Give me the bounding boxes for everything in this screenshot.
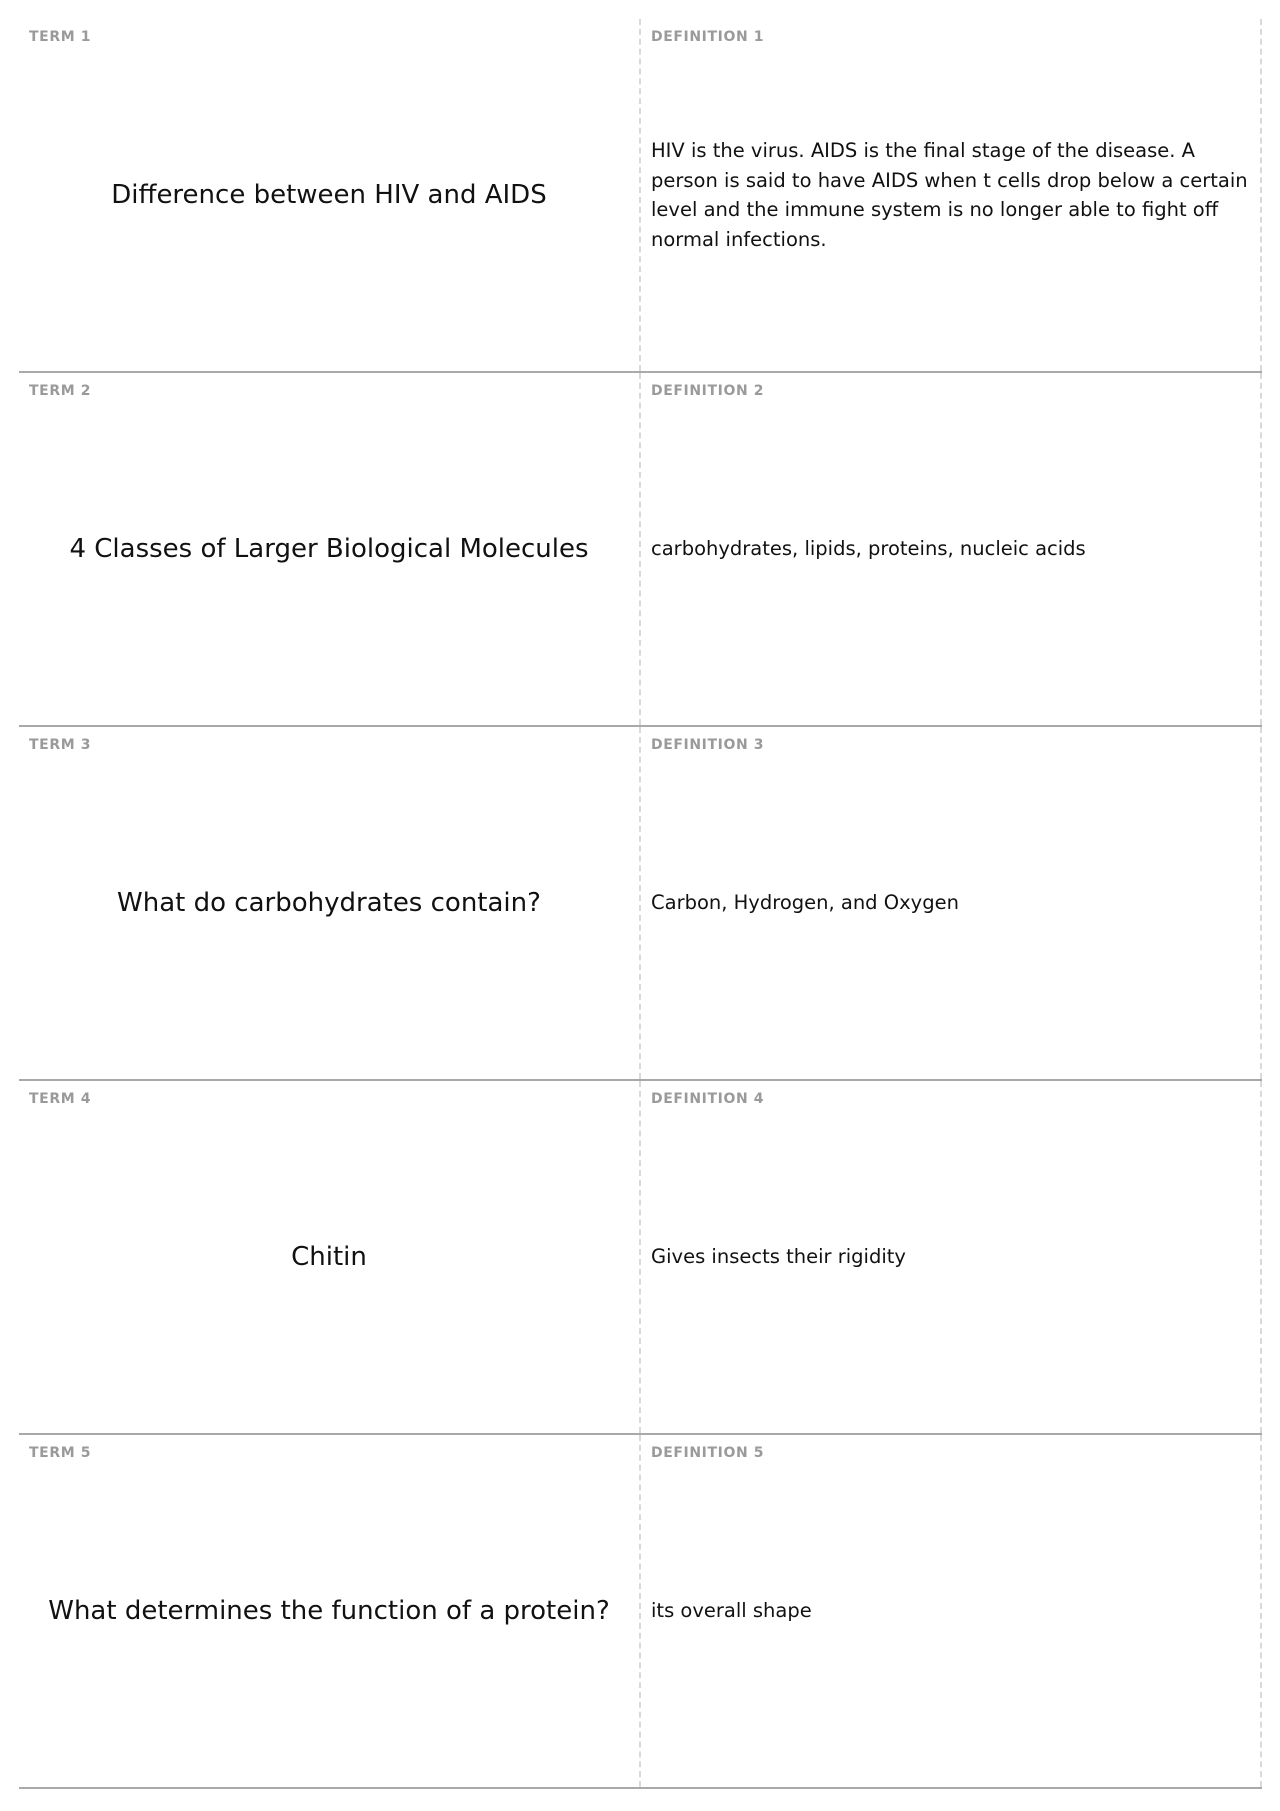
flashcard-row bbox=[19, 19, 1262, 373]
definition-label: DEFINITION 3 bbox=[651, 737, 765, 753]
definition-label: DEFINITION 4 bbox=[651, 1091, 765, 1107]
definition-label: DEFINITION 2 bbox=[651, 383, 765, 399]
term-cell bbox=[19, 373, 641, 725]
definition-cell bbox=[641, 1435, 1262, 1787]
term-label: TERM 4 bbox=[29, 1091, 92, 1107]
term-label: TERM 1 bbox=[29, 29, 92, 45]
definition-cell bbox=[641, 1081, 1262, 1433]
term-cell bbox=[19, 1081, 641, 1433]
term-text: What do carbohydrates contain? bbox=[117, 887, 541, 918]
definition-text: HIV is the virus. AIDS is the final stage of the disease. A person is said to have AIDS when t cells drop below a certain level and the immune system is no longer able to fight off normal infections. bbox=[651, 139, 1248, 251]
definition-cell bbox=[641, 373, 1262, 725]
definition-cell bbox=[641, 727, 1262, 1079]
definition-cell bbox=[641, 19, 1262, 371]
term-cell bbox=[19, 727, 641, 1079]
definition-text: its overall shape bbox=[651, 1599, 812, 1623]
term-cell bbox=[19, 1435, 641, 1787]
flashcard-row bbox=[19, 373, 1262, 727]
term-label: TERM 3 bbox=[29, 737, 92, 753]
term-text: What determines the function of a protein? bbox=[48, 1595, 610, 1626]
flashcard-row bbox=[19, 727, 1262, 1081]
term-label: TERM 5 bbox=[29, 1445, 92, 1461]
flashcard-sheet bbox=[19, 19, 1262, 1789]
term-label: TERM 2 bbox=[29, 383, 92, 399]
flashcard-row bbox=[19, 1435, 1262, 1789]
term-cell bbox=[19, 19, 641, 371]
flashcard-row bbox=[19, 1081, 1262, 1435]
definition-text: Gives insects their rigidity bbox=[651, 1245, 906, 1269]
term-text: Chitin bbox=[291, 1241, 367, 1272]
definition-text: carbohydrates, lipids, proteins, nucleic acids bbox=[651, 537, 1086, 561]
term-text: Difference between HIV and AIDS bbox=[111, 179, 547, 210]
definition-label: DEFINITION 5 bbox=[651, 1445, 765, 1461]
term-text: 4 Classes of Larger Biological Molecules bbox=[69, 533, 589, 564]
definition-text: Carbon, Hydrogen, and Oxygen bbox=[651, 891, 959, 915]
definition-label: DEFINITION 1 bbox=[651, 29, 765, 45]
